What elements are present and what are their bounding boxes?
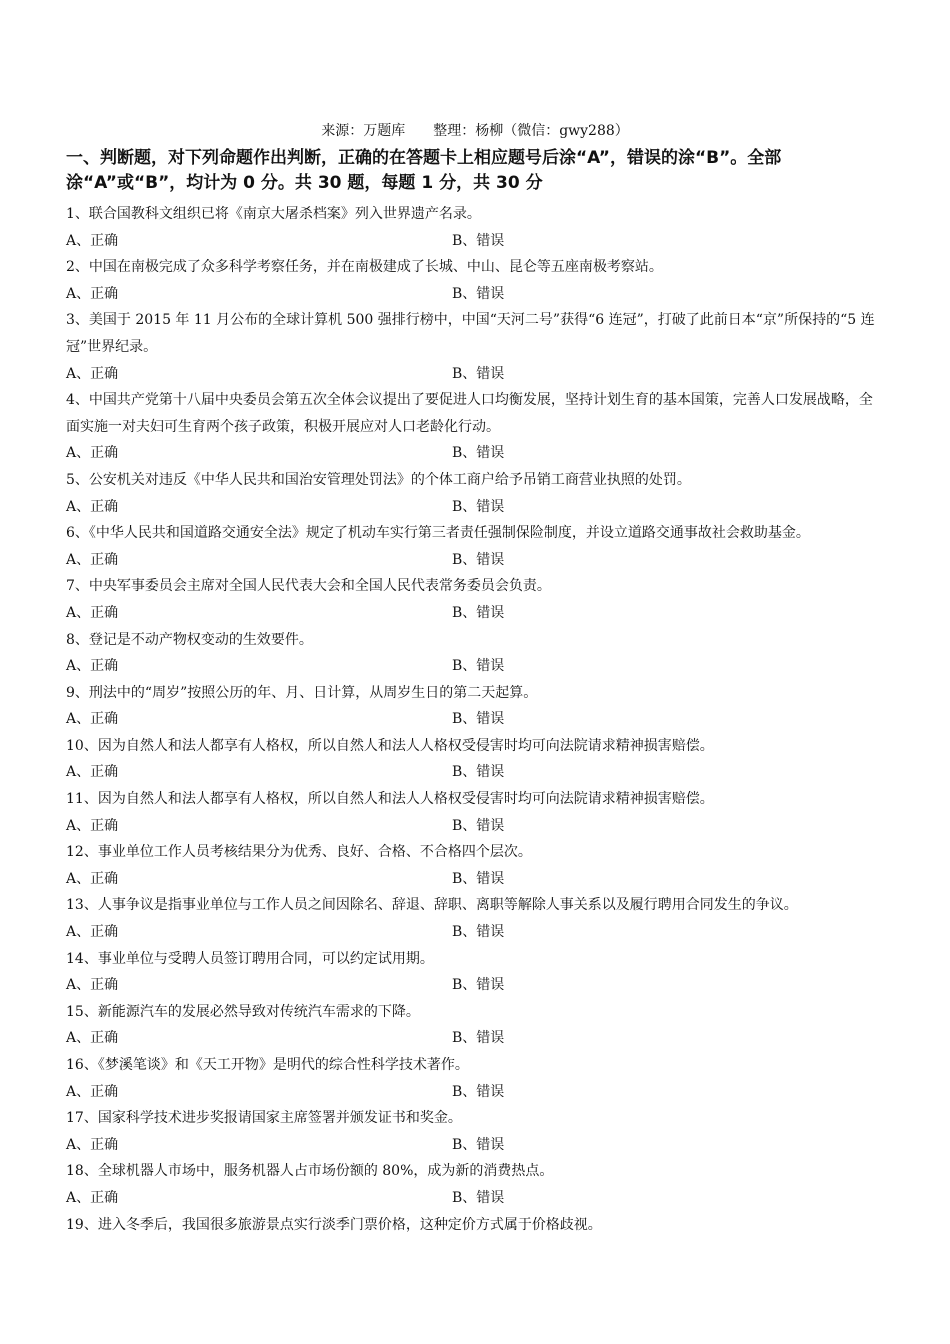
option-a-correct: A、正确 <box>66 924 119 941</box>
question-item <box>66 733 886 786</box>
question-text: 6、《中华人民共和国道路交通安全法》规定了机动车实行第三者责任强制保险制度，并设立道路交通事故社会救助基金。 <box>66 525 810 542</box>
option-a-correct: A、正确 <box>66 285 119 302</box>
option-a-correct: A、正确 <box>66 711 119 728</box>
question-text: 14、事业单位与受聘人员签订聘用合同，可以约定试用期。 <box>66 950 434 967</box>
question-text: 13、人事争议是指事业单位与工作人员之间因除名、辞退、辞职、离职等解除人事关系以及履行聘用合同发生的争议。 <box>66 897 798 914</box>
answer-options <box>66 228 886 255</box>
option-a-correct: A、正确 <box>66 445 119 462</box>
answer-options <box>66 972 886 999</box>
answer-options <box>66 1025 886 1052</box>
question-text: 3、美国于 2015 年 11 月公布的全球计算机 500 强排行榜中，中国“天河二号”获得“6 连冠”，打破了此前日本“京”所保持的“5 连冠”世界纪录。 <box>66 312 875 355</box>
question-text: 9、刑法中的“周岁”按照公历的年、月、日计算，从周岁生日的第二天起算。 <box>66 684 538 701</box>
question-item <box>66 1105 886 1158</box>
option-b-wrong: B、错误 <box>452 1083 505 1100</box>
question-item <box>66 307 886 387</box>
answer-options <box>66 759 886 786</box>
answer-options <box>66 706 886 733</box>
question-item <box>66 680 886 733</box>
question-item <box>66 1212 886 1239</box>
question-text: 2、中国在南极完成了众多科学考察任务，并在南极建成了长城、中山、昆仑等五座南极考察站。 <box>66 259 663 276</box>
option-a-correct: A、正确 <box>66 764 119 781</box>
question-text: 5、公安机关对违反《中华人民共和国治安管理处罚法》的个体工商户给予吊销工商营业执照的处罚。 <box>66 471 691 488</box>
question-text: 18、全球机器人市场中，服务机器人占市场份额的 80%，成为新的消费热点。 <box>66 1163 554 1180</box>
option-b-wrong: B、错误 <box>452 604 505 621</box>
question-text: 1、联合国教科文组织已将《南京大屠杀档案》列入世界遗产名录。 <box>66 206 481 222</box>
question-item <box>66 786 886 839</box>
option-a-correct: A、正确 <box>66 870 119 887</box>
option-b-wrong: B、错误 <box>452 870 505 887</box>
question-item <box>66 627 886 680</box>
option-b-wrong: B、错误 <box>452 551 505 568</box>
option-b-wrong: B、错误 <box>452 658 505 675</box>
question-item <box>66 999 886 1052</box>
option-a-correct: A、正确 <box>66 658 119 675</box>
answer-options <box>66 281 886 308</box>
answer-options <box>66 547 886 574</box>
question-item <box>66 573 886 626</box>
option-b-wrong: B、错误 <box>452 1189 505 1206</box>
question-text: 11、因为自然人和法人都享有人格权，所以自然人和法人人格权受侵害时均可向法院请求精神损害赔偿。 <box>66 791 714 808</box>
option-b-wrong: B、错误 <box>452 285 505 302</box>
question-item <box>66 946 886 999</box>
question-item <box>66 387 886 467</box>
question-text: 7、中央军事委员会主席对全国人民代表大会和全国人民代表常务委员会负责。 <box>66 578 551 595</box>
option-a-correct: A、正确 <box>66 1030 119 1047</box>
question-text: 10、因为自然人和法人都享有人格权，所以自然人和法人人格权受侵害时均可向法院请求精神损害赔偿。 <box>66 737 714 754</box>
question-item <box>66 254 886 307</box>
answer-options <box>66 653 886 680</box>
question-text: 16、《梦溪笔谈》和《天工开物》是明代的综合性科学技术著作。 <box>66 1057 469 1073</box>
option-a-correct: A、正确 <box>66 977 119 994</box>
option-b-wrong: B、错误 <box>452 232 505 249</box>
option-b-wrong: B、错误 <box>452 764 505 781</box>
option-a-correct: A、正确 <box>66 1136 119 1153</box>
question-list <box>66 201 886 1238</box>
section-heading: 一、判断题，对下列命题作出判断，正确的在答题卡上相应题号后涂“A”，错误的涂“B”。全部涂“A”或“B”，均计为 0 分。共 30 题，每题 1 分，共 30 分 <box>66 148 782 193</box>
option-a-correct: A、正确 <box>66 817 119 834</box>
option-a-correct: A、正确 <box>66 604 119 621</box>
answer-options <box>66 1079 886 1106</box>
option-b-wrong: B、错误 <box>452 711 505 728</box>
question-text: 12、事业单位工作人员考核结果分为优秀、良好、合格、不合格四个层次。 <box>66 844 532 861</box>
answer-options <box>66 440 886 467</box>
option-b-wrong: B、错误 <box>452 445 505 462</box>
option-b-wrong: B、错误 <box>452 365 505 382</box>
question-item <box>66 467 886 520</box>
answer-options <box>66 494 886 521</box>
question-text: 15、新能源汽车的发展必然导致对传统汽车需求的下降。 <box>66 1003 420 1020</box>
answer-options <box>66 1132 886 1159</box>
answer-options <box>66 866 886 893</box>
answer-options <box>66 919 886 946</box>
question-item <box>66 892 886 945</box>
answer-options <box>66 813 886 840</box>
question-text: 19、进入冬季后，我国很多旅游景点实行淡季门票价格，这种定价方式属于价格歧视。 <box>66 1216 602 1233</box>
answer-options <box>66 600 886 627</box>
option-a-correct: A、正确 <box>66 551 119 568</box>
source-line: 来源：万题库 整理：杨柳（微信：gwy288） <box>321 123 629 139</box>
option-a-correct: A、正确 <box>66 1083 119 1100</box>
answer-options <box>66 1185 886 1212</box>
question-text: 4、中国共产党第十八届中央委员会第五次全体会议提出了要促进人口均衡发展，坚持计划生育的基本国策，完善人口发展战略，全面实施一对夫妇可生育两个孩子政策，积极开展应对人口老龄化行动。 <box>66 392 873 435</box>
option-a-correct: A、正确 <box>66 232 119 249</box>
question-item <box>66 1052 886 1105</box>
option-a-correct: A、正确 <box>66 365 119 382</box>
option-b-wrong: B、错误 <box>452 1030 505 1047</box>
question-item <box>66 201 886 254</box>
question-item <box>66 1158 886 1211</box>
question-item <box>66 839 886 892</box>
option-b-wrong: B、错误 <box>452 977 505 994</box>
option-a-correct: A、正确 <box>66 498 119 515</box>
answer-options <box>66 361 886 388</box>
option-a-correct: A、正确 <box>66 1189 119 1206</box>
option-b-wrong: B、错误 <box>452 498 505 515</box>
option-b-wrong: B、错误 <box>452 817 505 834</box>
question-item <box>66 520 886 573</box>
question-text: 8、登记是不动产物权变动的生效要件。 <box>66 631 313 648</box>
option-b-wrong: B、错误 <box>452 924 505 941</box>
question-text: 17、国家科学技术进步奖报请国家主席签署并颁发证书和奖金。 <box>66 1110 462 1127</box>
option-b-wrong: B、错误 <box>452 1136 505 1153</box>
